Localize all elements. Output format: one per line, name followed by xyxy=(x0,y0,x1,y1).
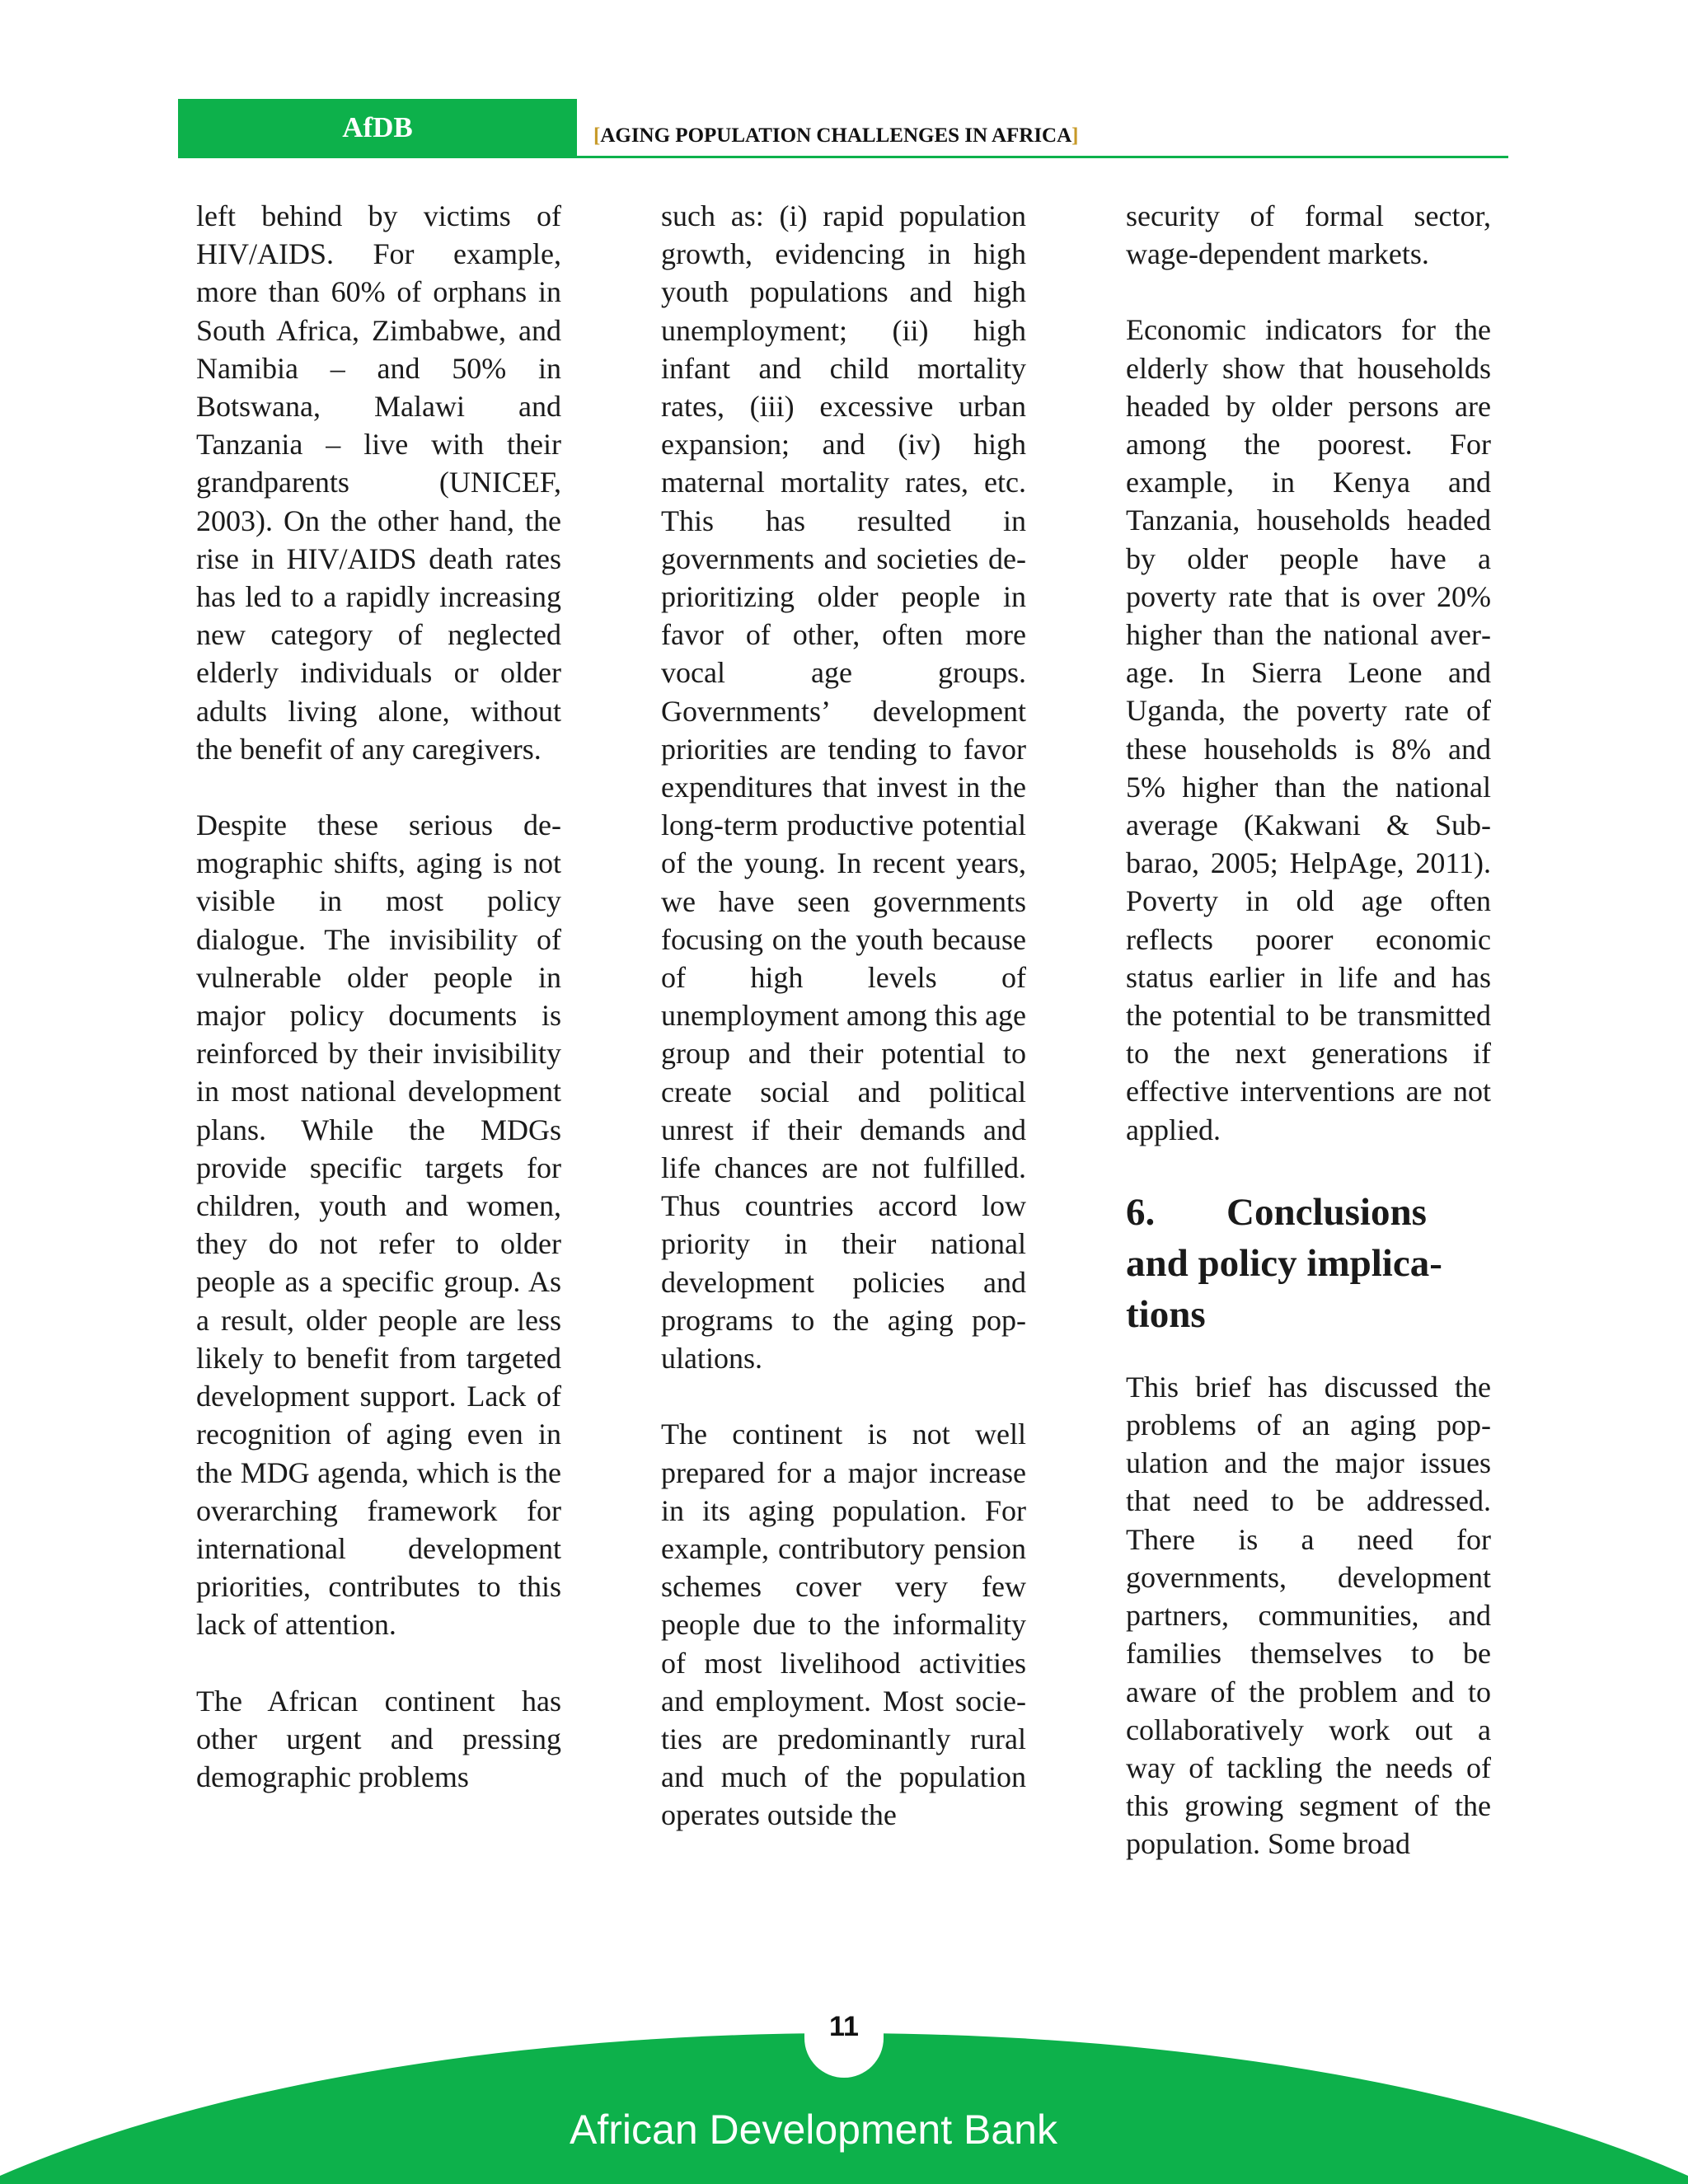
footer-organization: African Development Bank xyxy=(570,2107,1057,2153)
paragraph: The continent is not well prepared for a major increase in its aging population. For example, contributory pension schemes cover very few people due to the informality of most livelihood activities and employment. Most societies are predominantly rural and much of the population operates outside the xyxy=(661,1418,1026,1832)
paragraph: such as: (i) rapid population growth, evidencing in high youth populations and high unemployment; (ii) high infant and child mortality rates, (iii) excessive urban expansion; and (iv) high maternal mortality rates, etc. This has resulted in governments and societies de-prioritizing older people in favor of other, often more vocal age groups. Governments’ development priorities are tending to favor expenditures that invest in the long-term productive potential of the young. In recent years, we have seen governments focusing on the youth because of high levels of unemployment among this age group and their potential to create social and political unrest if their demands and life chances are not fulfilled. Thus countries accord low priority in their national development policies and programs to the aging populations. xyxy=(661,199,1026,1376)
section-number: 6. xyxy=(1126,1190,1156,1234)
paragraph: The African continent has other urgent and pressing demographic problems xyxy=(196,1684,561,1793)
paragraph: This brief has discussed the problems of an aging population and the major issues that need to be addressed. There is a need for governments, development partners, communities, and families themselves to be aware of the problem and to collaboratively work out a way of tackling the needs of this growing segment of the population. Some broad xyxy=(1126,1370,1491,1861)
header-brand: AfDB xyxy=(342,111,413,143)
paragraph: security of formal sector, wage-dependent markets. xyxy=(1126,199,1491,271)
header-bracket-open: [ xyxy=(593,124,601,147)
header-bracket-close: ] xyxy=(1071,124,1079,147)
header-title-text: AGING POPULATION CHALLENGES IN AFRICA xyxy=(600,124,1072,147)
section-title: Conclusions and policy implications xyxy=(1126,1190,1442,1336)
text-column-3 xyxy=(1126,197,1491,1863)
header-rule xyxy=(178,156,1508,158)
text-column-1 xyxy=(196,197,561,1796)
header-title xyxy=(593,122,1078,150)
paragraph: Economic indicators for the elderly show that households headed by older persons are among the poorest. For example, in Kenya and Tanzania, households headed by older people have a poverty rate that is over 20% higher than the national average. In Sierra Leone and Uganda, the poverty rate of these households is 8% and 5% higher than the national average (Kakwani & Subbarao, 2005; HelpAge, 2011). Poverty in old age often reflects poorer economic status earlier in life and has the potential to be transmitted to the next generations if effective interventions are not applied. xyxy=(1126,313,1491,1146)
text-column-2 xyxy=(661,197,1026,1835)
page-number: 11 xyxy=(829,2011,859,2042)
section-heading xyxy=(1126,1187,1491,1340)
paragraph: Despite these serious demographic shifts, aging is not visible in most policy dialogue. The invisibility of vulnerable older people in major policy documents is reinforced by their invisibility in most national development plans. While the MDGs provide specific targets for children, youth and women, they do not refer to older people as a specific group. As a result, older people are less likely to benefit from targeted development support. Lack of recognition of aging even in the MDG agenda, which is the overarching framework for international development priorities, contributes to this lack of attention. xyxy=(196,808,561,1642)
paragraph: left behind by victims of HIV/AIDS. For example, more than 60% of orphans in South Africa, Zimbabwe, and Namibia – and 50% in Botswana, Malawi and Tanzania – live with their grandparents (UNICEF, 2003). On the other hand, the rise in HIV/AIDS death rates has led to a rapidly increasing new category of neglected elderly individuals or older adults living alone, without the benefit of any caregivers. xyxy=(196,199,561,766)
